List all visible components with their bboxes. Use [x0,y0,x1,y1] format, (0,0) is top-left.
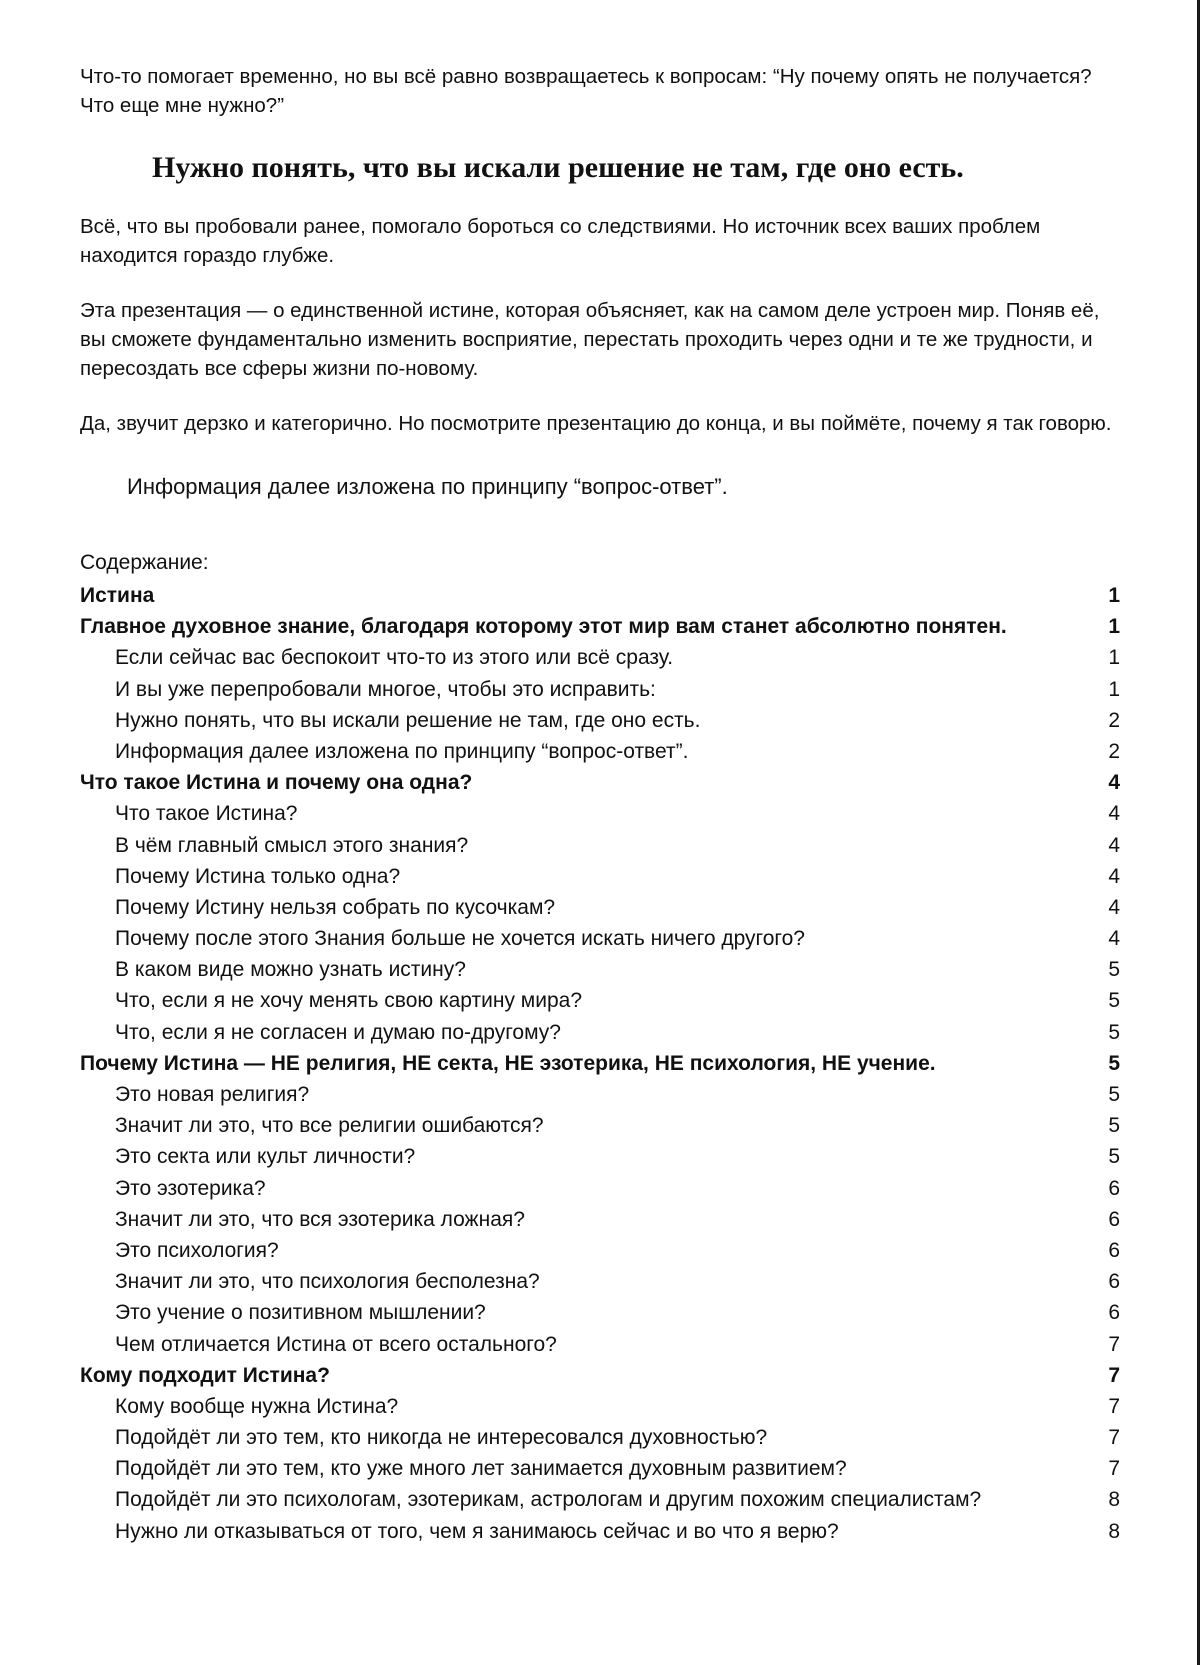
toc-subsection-entry[interactable] [80,1484,1120,1515]
toc-page-number: 8 [1108,1488,1120,1512]
toc-subsection-entry[interactable] [80,1141,1120,1172]
toc-page-number: 2 [1108,739,1120,763]
toc-entry-text: Нужно ли отказываться от того, чем я занимаюсь сейчас и во что я верю? [115,1519,839,1543]
toc-entry-text: Значит ли это, что все религии ошибаются? [115,1114,544,1138]
toc-page-number: 1 [1108,677,1120,701]
toc-subsection-entry[interactable] [80,1516,1120,1547]
toc-page-number: 5 [1108,958,1120,982]
toc-entry-text: Это учение о позитивном мышлении? [115,1301,486,1325]
toc-subsection-entry[interactable] [80,798,1120,829]
toc-entry-text: Что, если я не хочу менять свою картину мира? [115,989,582,1013]
toc-subsection-entry[interactable] [80,1235,1120,1266]
toc-title: Содержание: [80,551,209,574]
toc-subsection-entry[interactable] [80,1453,1120,1484]
toc-subsection-entry[interactable] [80,1297,1120,1328]
toc-entry-text: Нужно понять, что вы искали решение не там, где оно есть. [115,708,701,732]
toc-subsection-entry[interactable] [80,1329,1120,1360]
toc-page-number: 1 [1108,584,1120,607]
toc-section-entry[interactable] [80,580,1120,611]
toc-subsection-entry[interactable] [80,985,1120,1016]
intro-paragraph-2: Всё, что вы пробовали ранее, помогало бороться со следствиями. Но источник всех ваших проблем находится гораздо глубже. [80,215,1041,267]
toc-page-number: 5 [1108,1114,1120,1138]
intro-paragraph-4: Да, звучит дерзко и категорично. Но посмотрите презентацию до конца, и вы поймёте, почему я так говорю. [80,412,1112,435]
document-page [80,62,1120,1547]
toc-entry-text: Если сейчас вас беспокоит что-то из этого или всё сразу. [115,646,674,670]
format-note: Информация далее изложена по принципу “вопрос-ответ”. [127,474,728,499]
toc-page-number: 7 [1108,1426,1120,1450]
toc-page-number: 6 [1108,1270,1120,1294]
toc-entry-text: Кому подходит Истина? [80,1363,330,1387]
toc-page-number: 6 [1108,1176,1120,1200]
toc-page-number: 5 [1108,989,1120,1013]
toc-page-number: 6 [1108,1301,1120,1325]
toc-page-number: 4 [1108,864,1120,888]
toc-page-number: 1 [1108,646,1120,670]
intro-paragraph-3: Эта презентация — о единственной истине, которая объясняет, как на самом деле устроен мир. Поняв её, вы сможете фундаментально изменить восприятие, перестать проходить через одни и те же трудности, и пересоздать все сферы жизни по-новому. [80,299,1100,380]
toc-page-number: 7 [1108,1457,1120,1481]
toc-page-number: 4 [1108,833,1120,857]
toc-subsection-entry[interactable] [80,923,1120,954]
toc-entry-text: Значит ли это, что вся эзотерика ложная? [115,1207,525,1231]
toc-page-number: 5 [1108,1083,1120,1106]
toc-page-number: 4 [1108,802,1120,826]
toc-page-number: 5 [1108,1051,1120,1075]
toc-subsection-entry[interactable] [80,892,1120,923]
toc-entry-text: Подойдёт ли это психологам, эзотерикам, астрологам и другим похожим специалистам? [115,1488,982,1512]
toc-section-entry[interactable] [80,611,1120,642]
toc-entry-text: Почему Истина — НЕ религия, НЕ секта, НЕ эзотерика, НЕ психология, НЕ учение. [80,1051,936,1075]
toc-subsection-entry[interactable] [80,642,1120,673]
toc-subsection-entry[interactable] [80,1266,1120,1297]
toc-entry-text: Это эзотерика? [115,1176,266,1200]
toc-entry-text: Это секта или культ личности? [115,1145,416,1169]
toc-section-entry[interactable] [80,1360,1120,1391]
table-of-contents [80,580,1120,1547]
toc-page-number: 4 [1108,895,1120,919]
toc-page-number: 4 [1108,927,1120,951]
toc-entry-text: В каком виде можно узнать истину? [115,958,466,982]
toc-section-entry[interactable] [80,767,1120,798]
toc-subsection-entry[interactable] [80,1079,1120,1110]
intro-paragraph-1: Что-то помогает временно, но вы всё равно возвращаетесь к вопросам: “Ну почему опять не получается? Что еще мне нужно?” [80,65,1092,117]
toc-page-number: 6 [1108,1238,1120,1262]
toc-page-number: 6 [1108,1207,1120,1231]
toc-page-number: 5 [1108,1145,1120,1169]
toc-entry-text: Чем отличается Истина от всего остального? [115,1332,557,1356]
toc-entry-text: Кому вообще нужна Истина? [115,1394,399,1418]
toc-entry-text: Истина [80,584,155,607]
toc-entry-text: Подойдёт ли это тем, кто никогда не интересовался духовностью? [115,1426,768,1450]
toc-subsection-entry[interactable] [80,954,1120,985]
toc-section-entry[interactable] [80,1048,1120,1079]
toc-page-number: 4 [1108,771,1120,795]
toc-entry-text: Главное духовное знание, благодаря которому этот мир вам станет абсолютно понятен. [80,615,1007,639]
toc-entry-text: Что такое Истина и почему она одна? [80,771,473,795]
toc-subsection-entry[interactable] [80,736,1120,767]
toc-subsection-entry[interactable] [80,1422,1120,1453]
toc-page-number: 2 [1108,708,1120,732]
toc-entry-text: Это психология? [115,1238,279,1262]
toc-page-number: 7 [1108,1394,1120,1418]
toc-page-number: 1 [1108,615,1120,639]
toc-page-number: 5 [1108,1020,1120,1044]
toc-entry-text: В чём главный смысл этого знания? [115,833,469,857]
toc-subsection-entry[interactable] [80,1391,1120,1422]
toc-entry-text: Что, если я не согласен и думаю по-другому? [115,1020,561,1044]
toc-entry-text: Почему Истину нельзя собрать по кусочкам? [115,895,556,919]
toc-entry-text: Информация далее изложена по принципу “вопрос-ответ”. [115,739,689,763]
toc-entry-text: И вы уже перепробовали многое, чтобы это исправить: [115,677,656,701]
toc-subsection-entry[interactable] [80,830,1120,861]
toc-subsection-entry[interactable] [80,1204,1120,1235]
section-heading: Нужно понять, что вы искали решение не там, где оно есть. [152,151,964,184]
toc-subsection-entry[interactable] [80,861,1120,892]
toc-entry-text: Почему после этого Знания больше не хочется искать ничего другого? [115,927,805,951]
toc-entry-text: Значит ли это, что психология бесполезна? [115,1270,540,1294]
toc-page-number: 7 [1108,1332,1120,1356]
toc-subsection-entry[interactable] [80,1110,1120,1141]
toc-subsection-entry[interactable] [80,674,1120,705]
toc-entry-text: Что такое Истина? [115,802,298,826]
toc-page-number: 8 [1108,1519,1120,1543]
toc-entry-text: Почему Истина только одна? [115,864,401,888]
toc-subsection-entry[interactable] [80,1017,1120,1048]
toc-subsection-entry[interactable] [80,1173,1120,1204]
toc-page-number: 7 [1108,1363,1120,1387]
toc-entry-text: Подойдёт ли это тем, кто уже много лет занимается духовным развитием? [115,1457,847,1481]
toc-entry-text: Это новая религия? [115,1083,310,1106]
toc-subsection-entry[interactable] [80,705,1120,736]
